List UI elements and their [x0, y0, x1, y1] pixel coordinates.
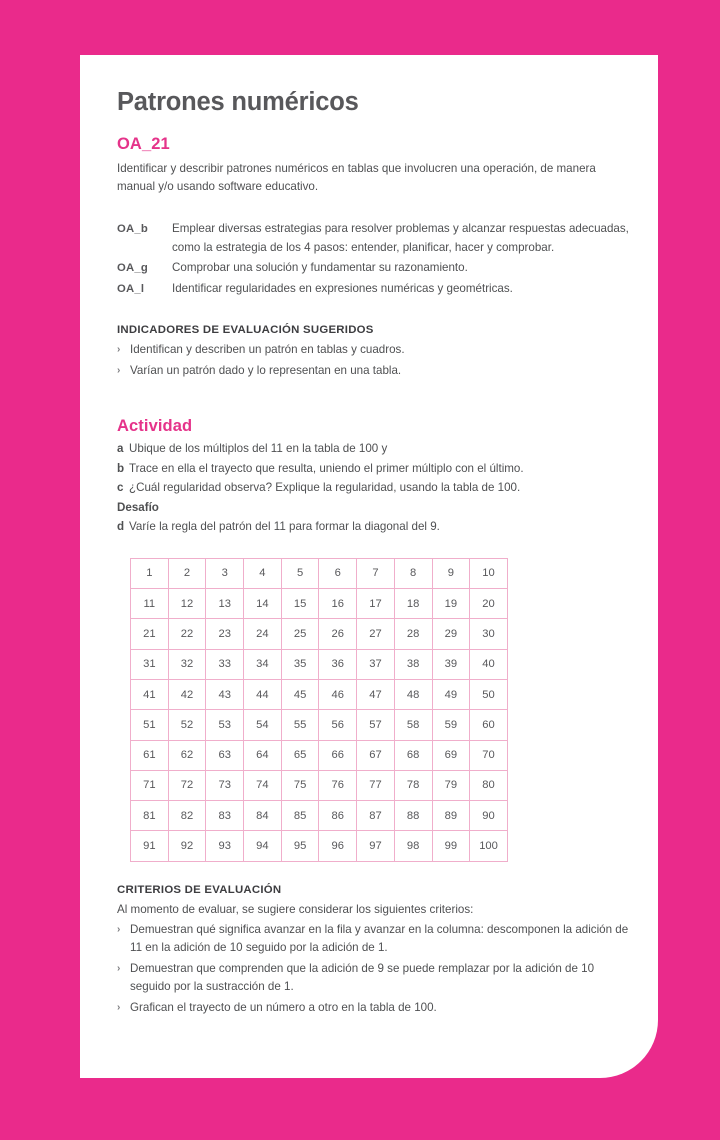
activity-item [117, 460, 629, 479]
table-cell: 19 [432, 589, 470, 619]
table-row [131, 831, 508, 861]
criteria-item-text: Grafican el trayecto de un número a otro en la tabla de 100. [130, 1000, 437, 1014]
table-cell: 42 [168, 679, 206, 709]
table-cell: 29 [432, 619, 470, 649]
oa-list-item-text: Emplear diversas estrategias para resolver problemas y alcanzar respuestas adecuadas, como la estrategia de los 4 pasos: entender, planificar, hacer y comprobar. [172, 221, 629, 254]
table-cell: 75 [281, 770, 319, 800]
criteria-item [117, 999, 629, 1017]
table-cell: 5 [281, 558, 319, 588]
table-cell: 74 [244, 770, 282, 800]
oa-list-item-text: Comprobar una solución y fundamentar su razonamiento. [172, 261, 468, 275]
activity-item-letter: c [117, 481, 124, 495]
table-cell: 72 [168, 770, 206, 800]
oa-description: Identificar y describir patrones numéricos en tablas que involucren una operación, de manera manual y/o usando software educativo. [117, 161, 596, 193]
table-cell: 6 [319, 558, 357, 588]
activity-heading: Actividad [117, 417, 193, 436]
hundred-table-body [131, 558, 508, 861]
chevron-right-icon: › [117, 343, 121, 355]
activity-item-letter: d [117, 520, 125, 534]
criteria-list [117, 921, 629, 1018]
table-cell: 87 [357, 801, 395, 831]
table-cell: 83 [206, 801, 244, 831]
criteria-block [117, 884, 629, 1018]
page-title: Patrones numéricos [117, 88, 359, 116]
table-cell: 48 [394, 679, 432, 709]
oa-list-item-code: OA_l [117, 283, 145, 296]
table-cell: 40 [470, 649, 508, 679]
table-cell: 39 [432, 649, 470, 679]
table-cell: 16 [319, 589, 357, 619]
table-cell: 7 [357, 558, 395, 588]
chevron-right-icon: › [117, 923, 121, 935]
table-cell: 97 [357, 831, 395, 861]
table-cell: 51 [131, 710, 169, 740]
table-cell: 20 [470, 589, 508, 619]
indicator-item [117, 341, 629, 359]
activity-items [117, 440, 629, 498]
table-cell: 61 [131, 740, 169, 770]
table-cell: 30 [470, 619, 508, 649]
criteria-item-text: Demuestran que comprenden que la adición de 9 se puede remplazar por la adición de 10 seguido por la sustracción de 1. [130, 961, 595, 994]
table-cell: 8 [394, 558, 432, 588]
table-cell: 100 [470, 831, 508, 861]
table-cell: 65 [281, 740, 319, 770]
table-cell: 99 [432, 831, 470, 861]
table-cell: 17 [357, 589, 395, 619]
activity-item [117, 518, 629, 537]
table-cell: 11 [131, 589, 169, 619]
table-cell: 90 [470, 801, 508, 831]
oa-list-item-code: OA_b [117, 222, 148, 235]
oa-list-item [117, 220, 629, 258]
activity-item-text: Ubique de los múltiplos del 11 en la tabla de 100 y [129, 442, 388, 456]
table-cell: 71 [131, 770, 169, 800]
table-cell: 84 [244, 801, 282, 831]
table-cell: 69 [432, 740, 470, 770]
criteria-item [117, 921, 629, 958]
table-cell: 86 [319, 801, 357, 831]
table-cell: 4 [244, 558, 282, 588]
table-cell: 22 [168, 619, 206, 649]
activity-item-letter: b [117, 461, 125, 475]
oa-list-item-text: Identificar regularidades en expresiones numéricas y geométricas. [172, 282, 513, 296]
document-content [117, 88, 629, 1020]
table-cell: 82 [168, 801, 206, 831]
table-row [131, 649, 508, 679]
oa-sublist [117, 220, 629, 299]
table-cell: 44 [244, 679, 282, 709]
activity-item-text: Varíe la regla del patrón del 11 para formar la diagonal del 9. [129, 520, 440, 534]
table-cell: 47 [357, 679, 395, 709]
table-cell: 89 [432, 801, 470, 831]
table-cell: 73 [206, 770, 244, 800]
table-cell: 94 [244, 831, 282, 861]
activity-item-letter: a [117, 442, 124, 456]
table-cell: 28 [394, 619, 432, 649]
criteria-item [117, 960, 629, 997]
table-cell: 38 [394, 649, 432, 679]
table-cell: 54 [244, 710, 282, 740]
table-row [131, 770, 508, 800]
table-row [131, 740, 508, 770]
table-cell: 3 [206, 558, 244, 588]
table-cell: 34 [244, 649, 282, 679]
table-cell: 41 [131, 679, 169, 709]
oa-list-item [117, 280, 629, 299]
indicators-heading: INDICADORES DE EVALUACIÓN SUGERIDOS [117, 323, 374, 336]
table-cell: 46 [319, 679, 357, 709]
table-cell: 80 [470, 770, 508, 800]
table-cell: 64 [244, 740, 282, 770]
table-cell: 27 [357, 619, 395, 649]
table-cell: 12 [168, 589, 206, 619]
table-cell: 76 [319, 770, 357, 800]
table-cell: 10 [470, 558, 508, 588]
table-cell: 57 [357, 710, 395, 740]
table-cell: 49 [432, 679, 470, 709]
table-row [131, 619, 508, 649]
table-cell: 55 [281, 710, 319, 740]
table-cell: 88 [394, 801, 432, 831]
indicator-item-text: Varían un patrón dado y lo representan en una tabla. [130, 363, 402, 377]
table-cell: 1 [131, 558, 169, 588]
chevron-right-icon: › [117, 962, 121, 974]
table-cell: 50 [470, 679, 508, 709]
table-cell: 81 [131, 801, 169, 831]
activity-challenge-items [117, 518, 629, 537]
table-cell: 58 [394, 710, 432, 740]
table-cell: 18 [394, 589, 432, 619]
activity-challenge-label: Desafío [117, 500, 159, 514]
table-cell: 77 [357, 770, 395, 800]
table-cell: 9 [432, 558, 470, 588]
table-cell: 43 [206, 679, 244, 709]
table-cell: 59 [432, 710, 470, 740]
indicator-item-text: Identifican y describen un patrón en tablas y cuadros. [130, 342, 405, 356]
table-row [131, 801, 508, 831]
chevron-right-icon: › [117, 1001, 121, 1013]
table-cell: 33 [206, 649, 244, 679]
table-cell: 68 [394, 740, 432, 770]
table-cell: 35 [281, 649, 319, 679]
table-cell: 70 [470, 740, 508, 770]
table-cell: 52 [168, 710, 206, 740]
table-cell: 92 [168, 831, 206, 861]
activity-item-text: ¿Cuál regularidad observa? Explique la regularidad, usando la tabla de 100. [129, 481, 521, 495]
table-cell: 13 [206, 589, 244, 619]
oa-list-item-code: OA_g [117, 262, 148, 275]
hundred-table-wrapper [130, 558, 629, 862]
table-cell: 14 [244, 589, 282, 619]
table-cell: 36 [319, 649, 357, 679]
table-cell: 32 [168, 649, 206, 679]
table-cell: 62 [168, 740, 206, 770]
table-cell: 91 [131, 831, 169, 861]
criteria-lead: Al momento de evaluar, se sugiere considerar los siguientes criterios: [117, 902, 474, 916]
table-cell: 24 [244, 619, 282, 649]
table-cell: 98 [394, 831, 432, 861]
table-cell: 23 [206, 619, 244, 649]
activity-item [117, 479, 629, 498]
table-cell: 96 [319, 831, 357, 861]
criteria-heading: CRITERIOS DE EVALUACIÓN [117, 883, 282, 896]
indicators-list [117, 341, 629, 380]
table-cell: 63 [206, 740, 244, 770]
indicator-item [117, 362, 629, 380]
table-cell: 26 [319, 619, 357, 649]
activity-item [117, 440, 629, 459]
table-cell: 78 [394, 770, 432, 800]
table-cell: 31 [131, 649, 169, 679]
document-page [80, 55, 658, 1078]
table-cell: 66 [319, 740, 357, 770]
oa-list-item [117, 259, 629, 278]
table-cell: 67 [357, 740, 395, 770]
criteria-item-text: Demuestran qué significa avanzar en la fila y avanzar en la columna: descomponen la adición de 11 en la adición de 10 seguido por la adición de 1. [130, 922, 629, 955]
table-cell: 95 [281, 831, 319, 861]
table-cell: 21 [131, 619, 169, 649]
hundred-table [130, 558, 508, 862]
table-cell: 25 [281, 619, 319, 649]
table-cell: 53 [206, 710, 244, 740]
oa-code-heading: OA_21 [117, 135, 170, 154]
table-row [131, 558, 508, 588]
chevron-right-icon: › [117, 364, 121, 376]
table-cell: 56 [319, 710, 357, 740]
table-cell: 93 [206, 831, 244, 861]
table-row [131, 589, 508, 619]
table-cell: 85 [281, 801, 319, 831]
table-cell: 45 [281, 679, 319, 709]
activity-item-text: Trace en ella el trayecto que resulta, uniendo el primer múltiplo con el último. [129, 461, 524, 475]
table-cell: 37 [357, 649, 395, 679]
table-row [131, 710, 508, 740]
table-cell: 79 [432, 770, 470, 800]
table-cell: 60 [470, 710, 508, 740]
table-cell: 2 [168, 558, 206, 588]
table-cell: 15 [281, 589, 319, 619]
table-row [131, 679, 508, 709]
